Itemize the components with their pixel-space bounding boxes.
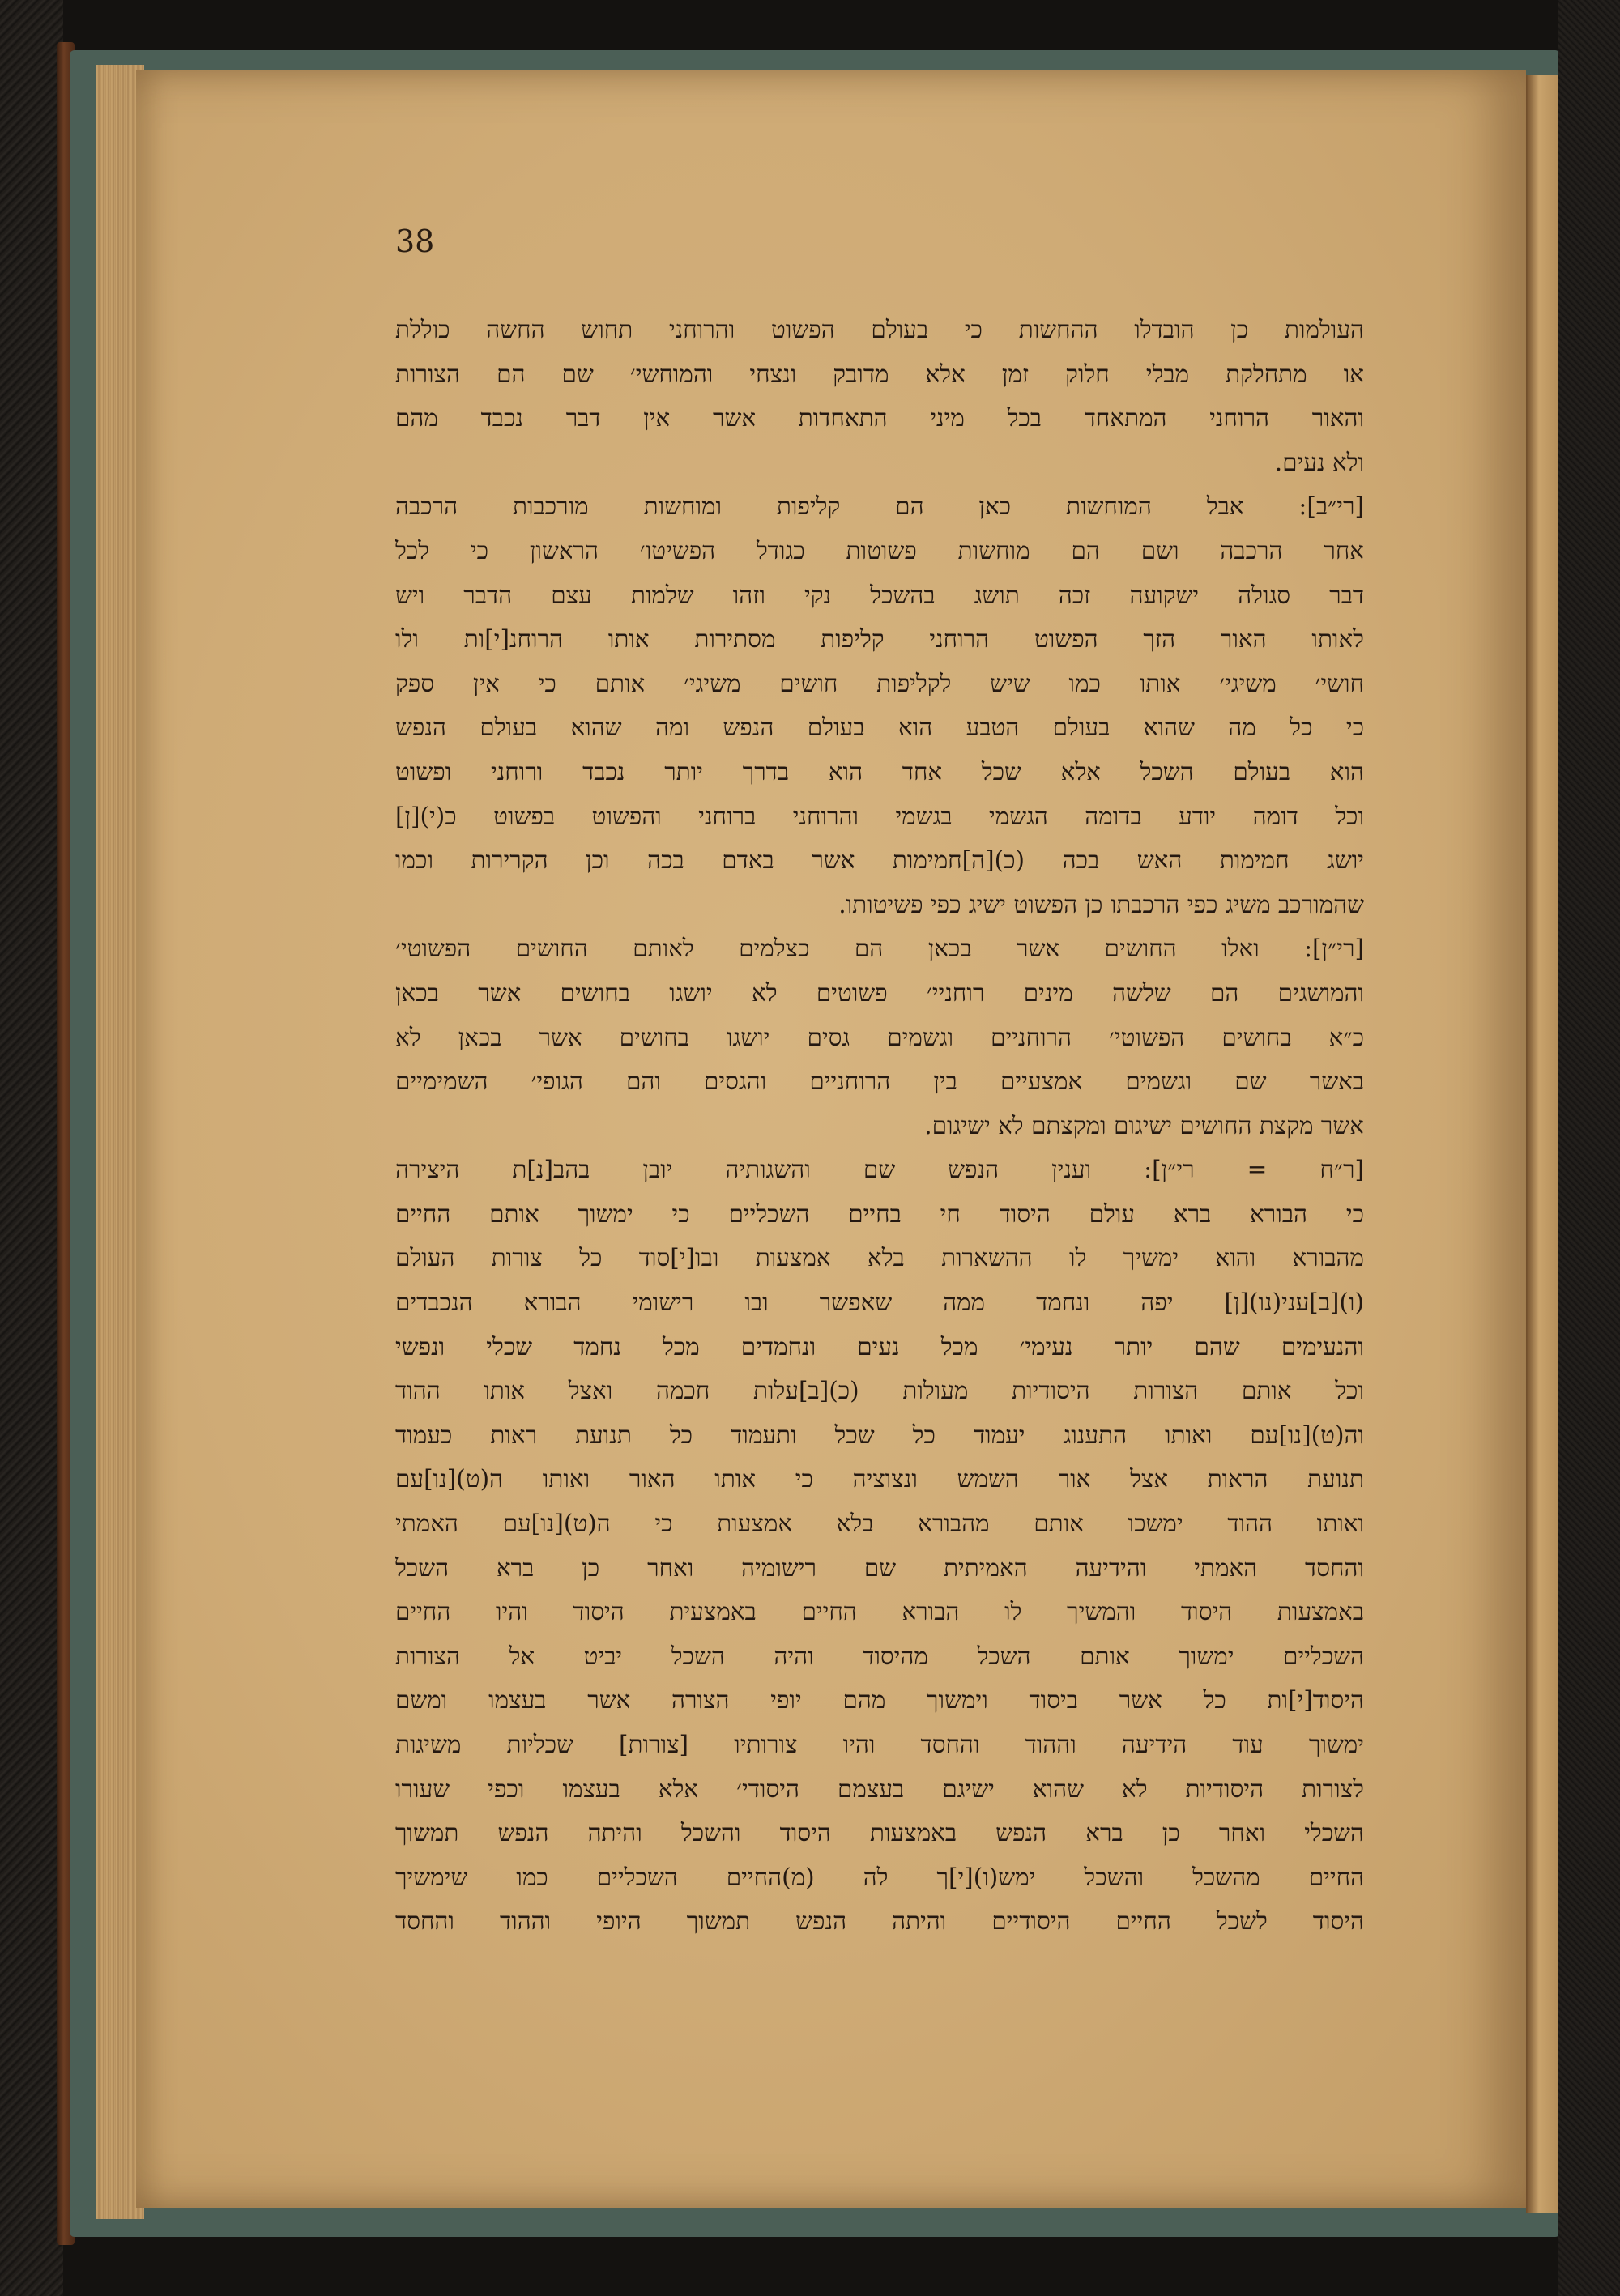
text-line: [רי״ב]: אבל המוחשות כאן הם קליפות ומוחשות מורכבות הרכבה <box>395 492 1364 521</box>
page-text <box>395 308 1364 1944</box>
book-cover-right <box>1558 0 1620 2296</box>
text-line: העולמות כן הובדלו ההחשות כי בעולם הפשוט והרוחני תחוש החשה כוללת <box>395 316 1364 343</box>
text-line: באשר שם וגשמים אמצעיים בין הרוחניים והגסים והם הגופי׳ השמימיים <box>395 1067 1364 1096</box>
next-page-edge <box>1526 75 1558 2213</box>
text-line: אשר מקצת החושים ישיגום ומקצתם לא ישיגום. <box>924 1111 1364 1139</box>
text-line: יושג חמימות האש בכה (כ)[ה]חמימות אשר באדם בכה וכן הקרירות וכמו <box>395 846 1364 875</box>
text-line: תנועת הראות אצל אור השמש ונצוציה כי אותו האור ואותו ה(ט)[נו]עם <box>395 1465 1364 1493</box>
text-line: שהמורכב משיג כפי הרכבתו כן הפשוט ישיג כפי פשיטותו. <box>838 890 1364 918</box>
text-line: אחר הרכבה ושם הם מוחשות פשוטות כגודל הפשיטו׳ הראשון כי לכל <box>395 536 1364 564</box>
text-line: לאותו האור הזך הפשוט הרוחני קליפות מסתירות אותו הרוחנ[י]ות ולו <box>395 625 1364 654</box>
text-line: והאור הרוחני המתאחד בכל מיני התאחדות אשר אין דבר נכבד מהם <box>395 404 1364 432</box>
text-line: כי כל מה שהוא בעולם הטבע הוא בעולם הנפש ומה שהוא בעולם הנפש <box>395 714 1364 742</box>
book-cover-left <box>0 0 63 2296</box>
text-line: השכלי ואחר כן ברא הנפש באמצעות היסוד והשכל והיתה הנפש תמשוך <box>395 1819 1364 1847</box>
text-line: [רי״ן]: ואלו החושים אשר בכאן הם כצלמים לאותם החושים הפשוטי׳ <box>395 935 1364 963</box>
text-line: ואותו ההוד ימשכו אותם מהבורא בלא אמצעות כי ה(ט)[נו]עם האמתי <box>395 1510 1364 1538</box>
text-line: וכל דומה יודע בדומה הגשמי בגשמי והרוחני ברוחני והפשוט בפשוט כ(י)[ן] <box>395 802 1364 830</box>
text-line: ימשוך עוד הידיעה וההוד והחסד והיו צורותיו [צורות] שכליות משיגות <box>395 1731 1364 1758</box>
text-line: כי הבורא ברא עולם היסוד חי בחיים השכליים כי ימשוך אותם החיים <box>395 1199 1364 1228</box>
text-line: הוא בעולם השכל אלא שכל אחד הוא בדרך יותר נכבד ורוחני ופשוט <box>395 757 1364 786</box>
text-line: דבר סגולה ישקועה זכה תושג בהשכל נקי וזהו שלמות עצם הדבר ויש <box>395 581 1364 609</box>
text-line: היסוד לשכל החיים היסודיים והיתה הנפש תמשוך היופי וההוד והחסד <box>395 1907 1364 1936</box>
text-line: חושי׳ משיגי׳ אותו כמו שיש לקליפות חושים משיגי׳ אותם כי אין ספק <box>395 669 1364 697</box>
text-line: מהבורא והוא ימשיך לו ההשארות בלא אמצעות ובו[י]סוד כל צורות העולם <box>395 1244 1364 1272</box>
text-line: השכליים ימשוך אותם השכל מהיסוד והיה השכל יביט אל הצורות <box>395 1642 1364 1670</box>
text-line: לצורות היסודיות לא שהוא ישיגם בעצמם היסודי׳ אלא בעצמו וכפי שעורו <box>395 1774 1364 1803</box>
text-line: וה(ט)[נו]עם ואותו התענוג יעמוד כל שכל ותעמוד כל תנועת ראות כעמוד <box>395 1421 1364 1449</box>
text-line: והמושגים הם שלשה מינים רוחניי׳ פשוטים לא יושגו בחושים אשר בכאן <box>395 978 1364 1007</box>
text-line: היסוד[י]ות כל אשר ביסוד וימשוך מהם יופי הצורה אשר בעצמו ומשם <box>395 1686 1364 1715</box>
text-line: (ו)[ב]עני(נו)[ן] יפה ונחמד ממה שאפשר ובו רישומי הבורא הנכבדים <box>395 1289 1364 1317</box>
text-line: וכל אותם הצורות היסודיות מעולות (כ)[ב]עלות חכמה ואצל אותו ההוד <box>395 1377 1364 1405</box>
text-line: והחסד האמתי והידיעה האמיתית שם רישומיה ואחר כן ברא השכל <box>395 1553 1364 1582</box>
text-line: החיים מהשכל והשכל ימש(ו)[י]ך לה (מ)החיים השכליים כמו שימשיך <box>395 1863 1364 1891</box>
text-line: והנעימים שהם יותר נעימי׳ מכל נעים ונחמדים מכל נחמד שכלי ונפשי <box>395 1332 1364 1361</box>
text-line: באמצעות היסוד והמשיך לו הבורא החיים באמצעית היסוד והיו החיים <box>395 1598 1364 1626</box>
text-line: או מתחלקת מבלי חלוק זמן אלא מדובק ונצחי והמוחשי׳ שם הם הצורות <box>395 360 1364 388</box>
text-line: ולא נעים. <box>1274 448 1364 476</box>
text-line: [ר״ח = רי״ן]: וענין הנפש שם והשגותיה יובן בהב[נ]ת היצירה <box>395 1156 1364 1184</box>
page-number: 38 <box>395 224 435 259</box>
text-line: כ״א בחושים הפשוטי׳ הרוחניים וגשמים גסים יושגו בחושים אשר בכאן לא <box>395 1023 1364 1051</box>
